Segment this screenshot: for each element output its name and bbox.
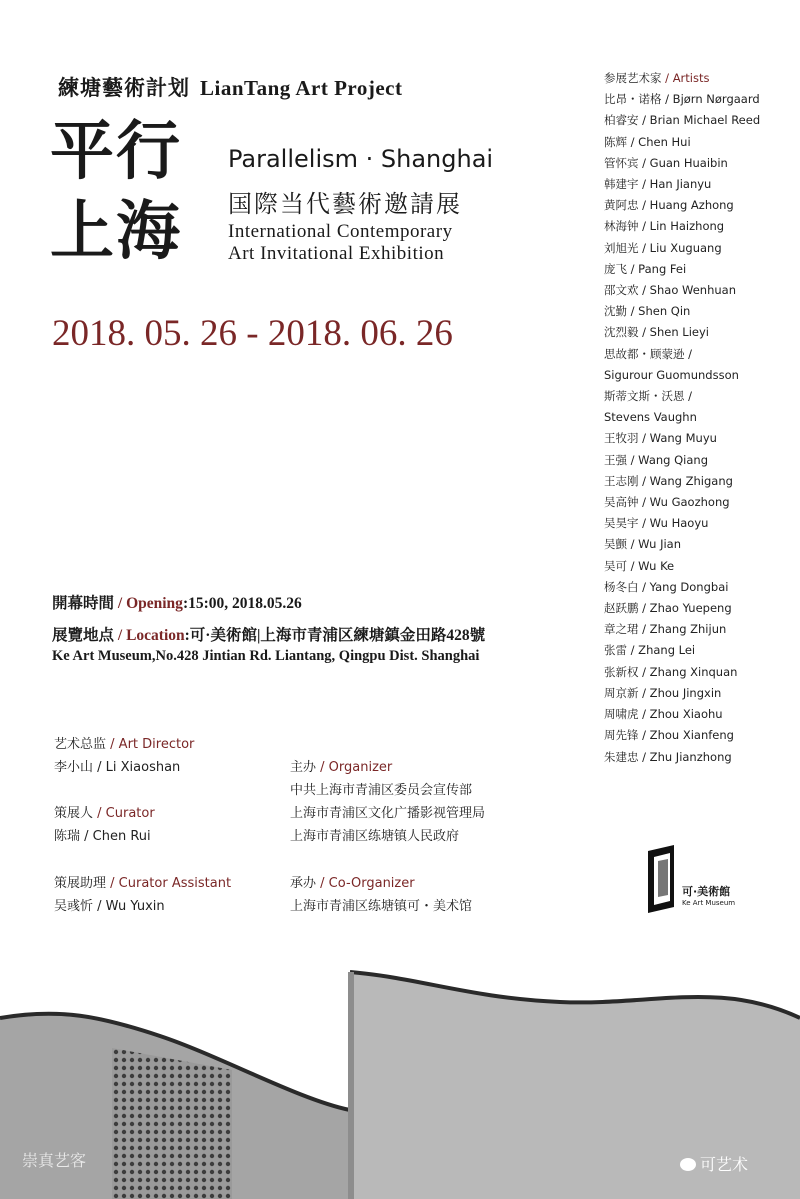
watermark-left: 崇真艺客	[22, 1151, 87, 1170]
subtitle-en2-line2: Art Invitational Exhibition	[228, 243, 445, 264]
artist-item: 沈勤 / Shen Qin	[604, 304, 691, 319]
artist-item: 韩建宇 / Han Jianyu	[604, 177, 712, 192]
artist-item: 吴可 / Wu Ke	[604, 558, 675, 573]
artist-item: 刘旭光 / Liu Xuguang	[604, 240, 722, 255]
project-title-en: LianTang Art Project	[200, 76, 403, 100]
organizer-label: 主办 / Organizer	[290, 760, 393, 775]
main-title-line1: 平行	[50, 114, 182, 189]
artist-item: 邵文欢 / Shao Wenhuan	[604, 283, 736, 298]
artist-item: 王强 / Wang Qiang	[604, 452, 708, 467]
curator-label: 策展人 / Curator	[54, 806, 155, 821]
art-director-name: 李小山 / Li Xiaoshan	[54, 760, 181, 775]
artist-item: 周京新 / Zhou Jingxin	[604, 685, 722, 700]
subtitle-en: Parallelism · Shanghai	[228, 145, 494, 173]
artist-item: Sigurour Guomundsson	[604, 367, 739, 382]
artist-item: 章之珺 / Zhang Zhijun	[604, 622, 727, 637]
location-info: 展覽地点 / Location:可·美術館|上海市青浦区練塘鎮金田路428號	[52, 626, 486, 644]
logo-sub: Ke Art Museum	[682, 899, 736, 907]
artist-item: 吴昊宇 / Wu Haoyu	[604, 516, 709, 531]
artist-item: 周啸虎 / Zhou Xiaohu	[604, 707, 723, 722]
subtitle-en2-line1: International Contemporary	[228, 221, 453, 242]
project-title	[58, 72, 403, 102]
location-en: Ke Art Museum,No.428 Jintian Rd. Liantang, Qingpu Dist. Shanghai	[52, 648, 480, 664]
co-organizer-line: 上海市青浦区练塘镇可・美术馆	[290, 899, 473, 914]
subtitle-cn: 国際当代藝術邀請展	[228, 190, 462, 218]
artist-item: 王志刚 / Wang Zhigang	[604, 473, 733, 488]
artist-item: 吴高钟 / Wu Gaozhong	[604, 495, 730, 510]
artist-item: 庞飞 / Pang Fei	[604, 261, 687, 276]
artist-item: 王牧羽 / Wang Muyu	[604, 431, 717, 446]
artist-item: 斯蒂文斯・沃恩 /	[604, 389, 693, 404]
artist-item: 柏睿安 / Brian Michael Reed	[604, 113, 761, 128]
co-organizer-label: 承办 / Co-Organizer	[290, 876, 415, 891]
artist-item: 林海钟 / Lin Haizhong	[604, 219, 725, 234]
art-director-label: 艺术总监 / Art Director	[54, 737, 195, 752]
artist-item: 吴颤 / Wu Jian	[604, 537, 682, 552]
artist-item: 陈辉 / Chen Hui	[604, 134, 691, 149]
organizer-line: 上海市青浦区文化广播影视管理局	[290, 806, 486, 821]
opening-info: 開幕時間 / Opening:15:00, 2018.05.26	[52, 594, 302, 612]
watermark-right: 可艺术	[680, 1152, 748, 1175]
artist-item: 比昂・诺格 / Bjørn Nørgaard	[604, 92, 760, 107]
curator-name: 陈瑞 / Chen Rui	[54, 829, 151, 844]
artist-item: 朱建忠 / Zhu Jianzhong	[604, 749, 732, 764]
curator-assistant-label: 策展助理 / Curator Assistant	[54, 876, 232, 891]
artist-item: 张新权 / Zhang Xinquan	[604, 664, 738, 679]
artists-list	[604, 68, 800, 768]
wechat-icon	[680, 1158, 696, 1171]
curator-assistant-name: 吴彧忻 / Wu Yuxin	[54, 899, 165, 914]
main-title-line2: 上海	[50, 194, 182, 269]
organizer-line: 上海市青浦区练塘镇人民政府	[290, 829, 460, 844]
artist-item: 杨冬白 / Yang Dongbai	[604, 579, 729, 594]
artist-item: 张雷 / Zhang Lei	[604, 643, 696, 658]
organizer-line: 中共上海市青浦区委员会宣传部	[290, 783, 473, 798]
artists-heading: 参展艺术家 / Artists	[604, 71, 710, 85]
artist-item: 黄阿忠 / Huang Azhong	[604, 198, 734, 213]
artist-item: 赵跃鹏 / Zhao Yuepeng	[604, 601, 732, 616]
artist-item: 思故都・顾蒙逊 /	[604, 346, 693, 361]
artist-item: 沈烈毅 / Shen Lieyi	[604, 325, 709, 340]
artist-item: 周先锋 / Zhou Xianfeng	[604, 728, 734, 743]
artist-item: Stevens Vaughn	[604, 410, 697, 425]
exhibition-dates: 2018. 05. 26 - 2018. 06. 26	[52, 313, 453, 354]
logo-name: 可·美術館	[682, 885, 731, 898]
artist-item: 管怀宾 / Guan Huaibin	[604, 155, 728, 170]
project-title-cn: 練塘藝術計划	[58, 76, 190, 100]
